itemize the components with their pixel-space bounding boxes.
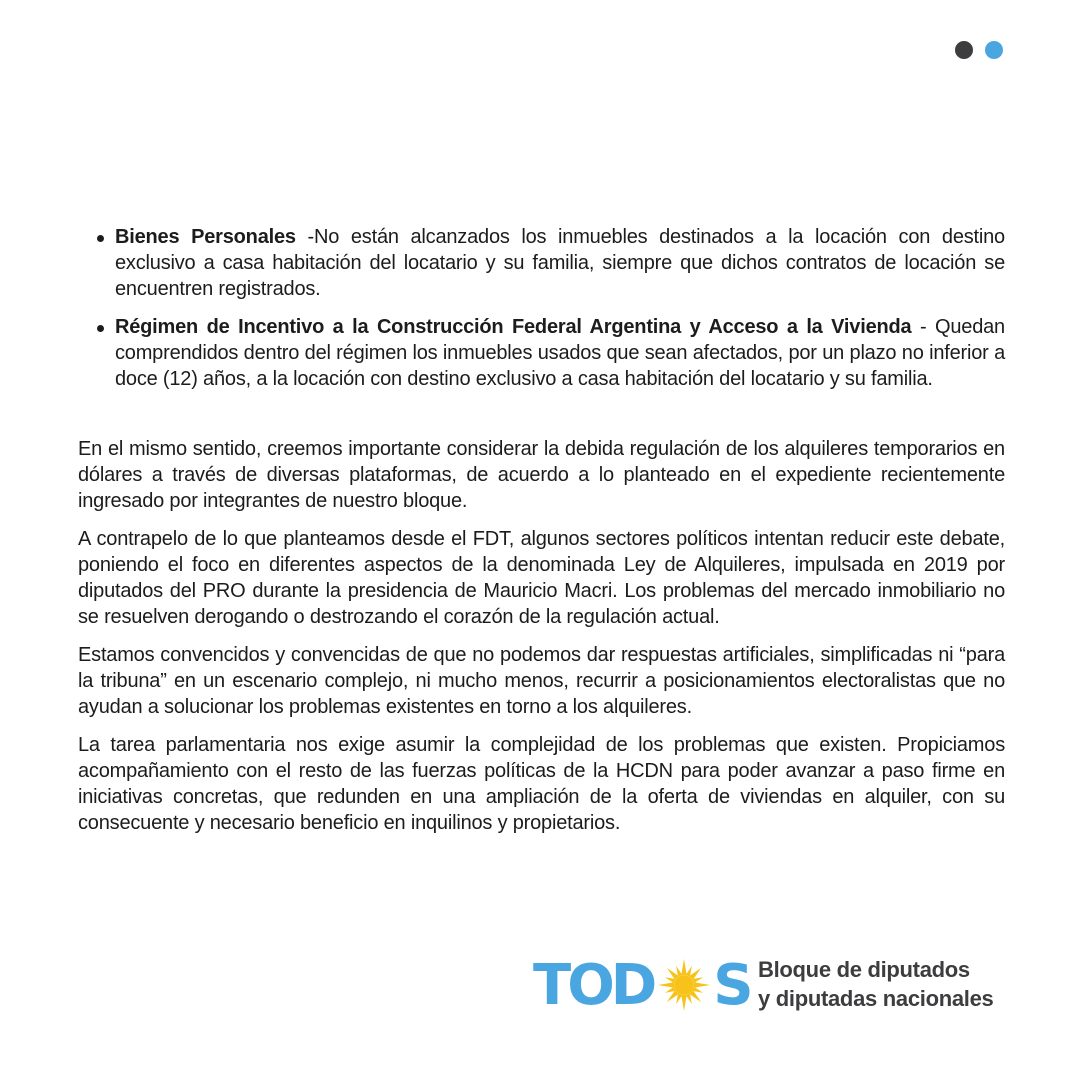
page-dot-1-icon [955,41,973,59]
paragraph: La tarea parlamentaria nos exige asumir la complejidad de los problemas que existen. Propiciamos acompañamiento con el resto de las fuerzas políticas de la HCDN para poder avanzar a paso firme en iniciativas concretas, que redunden en una ampliación de la oferta de viviendas en alquiler, con su consecuente y necesario beneficio en inquilinos y propietarios. [78,734,1005,834]
logo-text-right: S [713,952,750,1018]
paragraph: A contrapelo de lo que planteamos desde el FDT, algunos sectores políticos intentan reducir este debate, poniendo el foco en diferentes aspectos de la denominada Ley de Alquileres, impulsada en 2019 por diputados del PRO durante la presidencia de Mauricio Macri. Los problemas del mercado inmobiliario no se resuelven derogando o destrozando el corazón de la regulación actual. [78,528,1005,628]
sun-icon [657,958,711,1012]
brand-footer [533,953,1008,1017]
tagline-line-1: Bloque de diputados [758,957,970,982]
bullet-list [78,224,1005,392]
todos-logo [533,953,750,1017]
logo-text-left: TOD [533,952,654,1018]
tagline-line-2: y diputadas nacionales [758,986,994,1011]
paragraphs [78,436,1005,836]
paragraph: En el mismo sentido, creemos importante considerar la debida regulación de los alquileres temporarios en dólares a través de diversas plataformas, de acuerdo a lo planteado en el expediente recientemente ingresado por integrantes de nuestro bloque. [78,438,1005,512]
bullet-title: Bienes Personales [115,226,296,248]
bullet-item [78,224,1005,302]
brand-tagline [758,955,993,1013]
bullet-text: -No están alcanzados los inmuebles destinados a la locación con destino exclusivo a casa habitación del locatario y su familia, siempre que dichos contratos de locación se encuentren registrados. [115,226,1005,300]
page-dot-2-icon [985,41,1003,59]
bullet-icon [97,235,104,242]
bullet-icon [97,325,104,332]
paragraph: Estamos convencidos y convencidas de que no podemos dar respuestas artificiales, simplificadas ni “para la tribuna” en un escenario complejo, ni mucho menos, recurrir a posicionamientos electoralistas que no ayudan a solucionar los problemas existentes en torno a los alquileres. [78,644,1005,718]
document-body [78,224,1005,848]
bullet-item [78,314,1005,392]
pagination-dots [955,41,1003,59]
bullet-title: Régimen de Incentivo a la Construcción Federal Argentina y Acceso a la Vivienda [115,316,912,338]
bullet-text: - Quedan comprendidos dentro del régimen los inmuebles usados que sean afectados, por un plazo no inferior a doce (12) años, a la locación con destino exclusivo a casa habitación del locatario y su familia. [115,316,1005,390]
